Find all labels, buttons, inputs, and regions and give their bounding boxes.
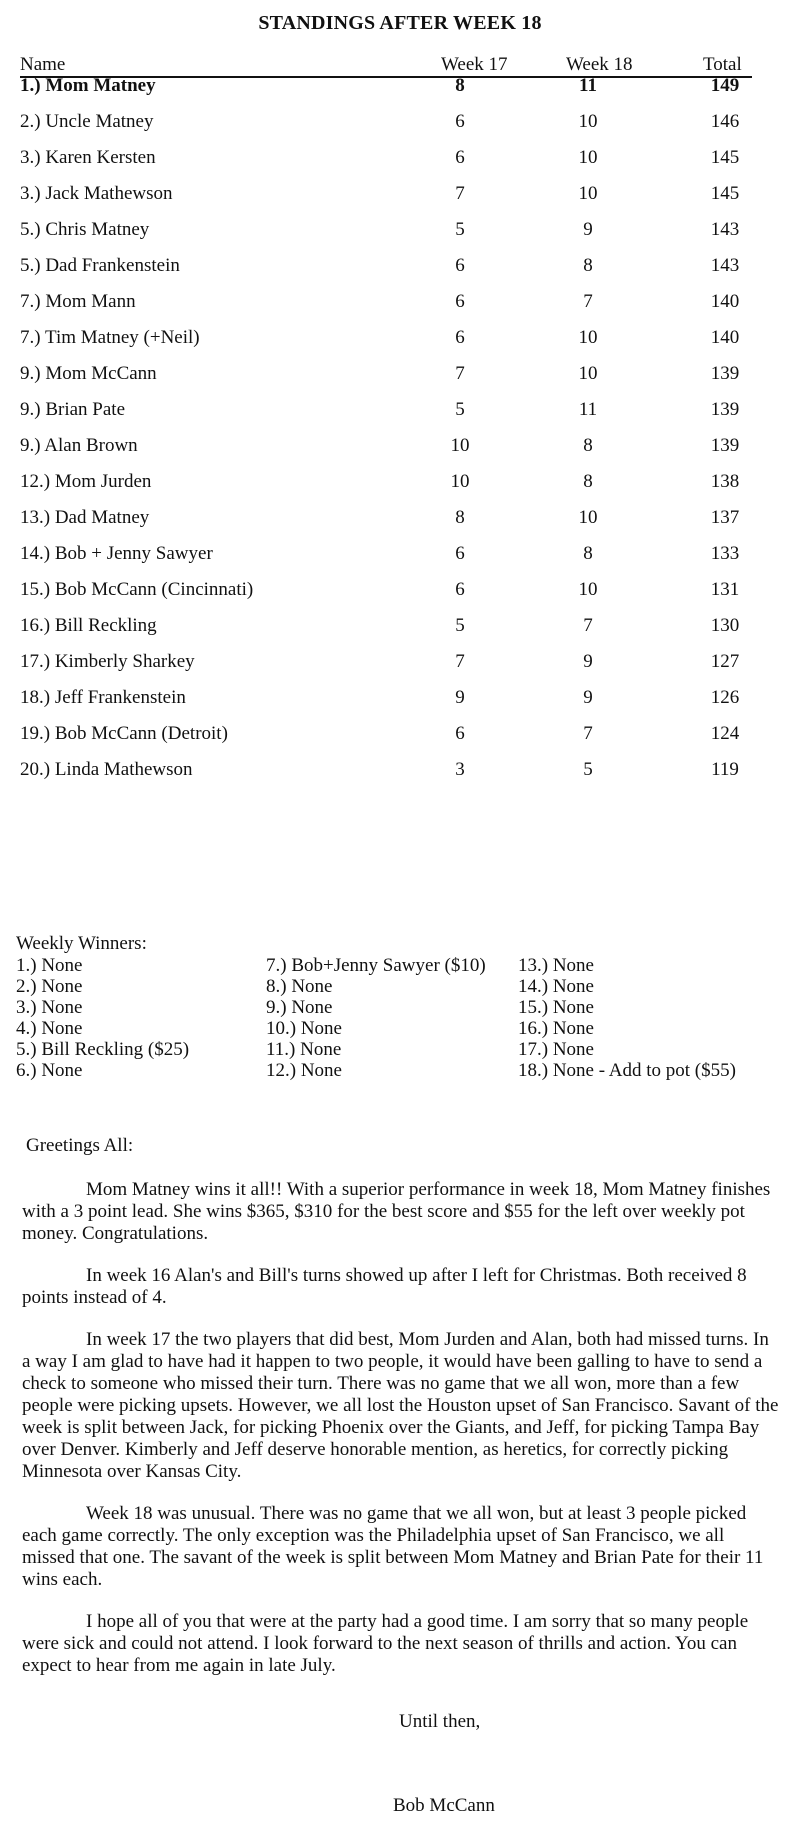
- table-row: [0, 219, 800, 249]
- standing-rank: 12.): [20, 471, 51, 492]
- standing-week17: 7: [455, 183, 465, 204]
- standing-week17: 10: [450, 471, 470, 492]
- table-row: [0, 255, 800, 285]
- standing-name: [20, 291, 136, 313]
- weekly-winner-entry: 16.) None: [518, 1018, 594, 1039]
- standing-total: 146: [710, 111, 740, 132]
- standing-player: Jack Mathewson: [45, 183, 173, 204]
- page-title: STANDINGS AFTER WEEK 18: [258, 12, 542, 34]
- standing-player: Dad Matney: [54, 507, 150, 528]
- standing-rank: 9.): [20, 363, 41, 384]
- standing-total: 126: [710, 687, 740, 708]
- weekly-winner-entry: 8.) None: [266, 976, 333, 997]
- standing-name: [20, 687, 186, 709]
- letter-signature: Bob McCann: [393, 1795, 495, 1816]
- standing-name: [20, 183, 173, 205]
- standing-name: [20, 399, 125, 421]
- standing-rank: 15.): [20, 579, 51, 600]
- standing-week18: 9: [583, 219, 593, 240]
- standing-rank: 7.): [20, 291, 41, 312]
- table-row: [0, 615, 800, 645]
- standing-week17: 7: [455, 363, 465, 384]
- letter-paragraph: Week 18 was unusual. There was no game that we all won, but at least 3 people picked each game correctly. The only exception was the Philadelphia upset of San Francisco, we all missed that one. The savant of the week is split between Mom Matney and Brian Pate for their 11 wins each.: [22, 1503, 764, 1590]
- standing-week17: 8: [455, 75, 465, 96]
- standing-rank: 19.): [20, 723, 51, 744]
- standing-player: Dad Frankenstein: [45, 255, 180, 276]
- table-row: [0, 399, 800, 429]
- standing-total: 127: [710, 651, 740, 672]
- weekly-winner-entry: 4.) None: [16, 1018, 83, 1039]
- table-row: [0, 651, 800, 681]
- weekly-winners-title: Weekly Winners:: [16, 933, 147, 954]
- standing-week17: 5: [455, 615, 465, 636]
- letter-greeting: Greetings All:: [26, 1135, 134, 1156]
- weekly-winner-entry: 7.) Bob+Jenny Sawyer ($10): [266, 955, 486, 976]
- standing-week17: 6: [455, 255, 465, 276]
- standing-rank: 20.): [20, 759, 51, 780]
- standing-name: [20, 471, 151, 493]
- table-row: [0, 363, 800, 393]
- table-row: [0, 327, 800, 357]
- standing-total: 139: [710, 363, 740, 384]
- weekly-winner-entry: 3.) None: [16, 997, 83, 1018]
- table-row: [0, 759, 800, 789]
- standing-rank: 18.): [20, 687, 51, 708]
- letter-paragraph: I hope all of you that were at the party had a good time. I am sorry that so many people were sick and could not attend. I look forward to the next season of thrills and action. You can expect to hear from me again in late July.: [22, 1611, 749, 1676]
- standing-total: 140: [710, 291, 740, 312]
- weekly-winner-entry: 10.) None: [266, 1018, 342, 1039]
- standing-rank: 17.): [20, 651, 51, 672]
- standing-week18: 8: [583, 435, 593, 456]
- table-row: [0, 723, 800, 753]
- standing-week18: 8: [583, 543, 593, 564]
- header-week18: Week 18: [566, 54, 633, 75]
- weekly-winner-entry: 6.) None: [16, 1060, 83, 1081]
- standing-total: 139: [710, 399, 740, 420]
- standing-week18: 7: [583, 723, 593, 744]
- standing-week17: 6: [455, 543, 465, 564]
- standing-week17: 6: [455, 111, 465, 132]
- standing-name: [20, 651, 195, 673]
- weekly-winner-entry: 17.) None: [518, 1039, 594, 1060]
- standing-total: 138: [710, 471, 740, 492]
- standing-player: Uncle Matney: [45, 111, 154, 132]
- standing-player: Alan Brown: [44, 435, 138, 456]
- table-row: [0, 507, 800, 537]
- standing-week17: 6: [455, 723, 465, 744]
- weekly-winner-entry: 5.) Bill Reckling ($25): [16, 1039, 190, 1060]
- standing-total: 145: [710, 183, 740, 204]
- standing-name: [20, 255, 180, 277]
- table-row: [0, 471, 800, 501]
- standing-week17: 6: [455, 147, 465, 168]
- standing-player: Mom Jurden: [54, 471, 152, 492]
- letter-paragraph: In week 16 Alan's and Bill's turns showed up after I left for Christmas. Both received 8 points instead of 4.: [22, 1265, 747, 1308]
- header-week17: Week 17: [441, 54, 508, 75]
- standing-name: [20, 75, 156, 97]
- letter-paragraph: In week 17 the two players that did best, Mom Jurden and Alan, both had missed turns. In a way I am glad to have had it happen to two people, it would have been galling to have to send a check to someone who missed their turn. There was no game that we all won, more than a few people were picking upsets. However, we all lost the Houston upset of San Francisco. Savant of the week is split between Jack, for picking Phoenix over the Giants, and Jeff, for picking Tampa Bay over Denver. Kimberly and Jeff deserve honorable mention, as heretics, for correctly picking Minnesota over Kansas City.: [22, 1329, 779, 1482]
- standing-total: 143: [710, 255, 740, 276]
- standing-total: 140: [710, 327, 740, 348]
- standing-name: [20, 147, 156, 169]
- standing-name: [20, 759, 193, 781]
- standing-name: [20, 327, 200, 349]
- standing-rank: 5.): [20, 219, 41, 240]
- standing-name: [20, 435, 138, 457]
- standing-week17: 10: [450, 435, 470, 456]
- standing-week18: 11: [579, 75, 597, 96]
- letter-closing: Until then,: [399, 1711, 481, 1732]
- standing-player: Chris Matney: [45, 219, 150, 240]
- standing-player: Mom Matney: [45, 75, 156, 96]
- table-row: [0, 75, 800, 105]
- standing-player: Karen Kersten: [45, 147, 156, 168]
- standing-rank: 13.): [20, 507, 51, 528]
- standing-name: [20, 219, 149, 241]
- weekly-winner-entry: 11.) None: [266, 1039, 342, 1060]
- table-row: [0, 147, 800, 177]
- weekly-winner-entry: 1.) None: [16, 955, 83, 976]
- standing-name: [20, 615, 157, 637]
- standing-week18: 9: [583, 651, 593, 672]
- standing-week18: 5: [583, 759, 593, 780]
- standing-rank: 1.): [20, 75, 41, 96]
- weekly-winners-column-2: [266, 955, 486, 1081]
- standing-total: 149: [710, 75, 740, 96]
- standing-week17: 5: [455, 399, 465, 420]
- weekly-winners-column-3: [518, 955, 736, 1081]
- table-row: [0, 183, 800, 213]
- standing-player: Mom Mann: [45, 291, 136, 312]
- letter-body: [22, 1135, 780, 1697]
- table-row: [0, 435, 800, 465]
- table-row: [0, 291, 800, 321]
- standing-name: [20, 363, 157, 385]
- standing-week18: 10: [578, 183, 598, 204]
- weekly-winner-entry: 14.) None: [518, 976, 594, 997]
- standing-total: 137: [710, 507, 740, 528]
- standing-total: 133: [710, 543, 740, 564]
- standing-week18: 10: [578, 147, 598, 168]
- standing-name: [20, 507, 149, 529]
- standing-week18: 7: [583, 291, 593, 312]
- table-row: [0, 111, 800, 141]
- standing-week17: 7: [455, 651, 465, 672]
- table-row: [0, 687, 800, 717]
- standing-player: Bob McCann (Detroit): [54, 723, 228, 744]
- standing-rank: 2.): [20, 111, 41, 132]
- standing-player: Jeff Frankenstein: [54, 687, 186, 708]
- standing-week18: 10: [578, 579, 598, 600]
- standing-week18: 9: [583, 687, 593, 708]
- standing-total: 139: [710, 435, 740, 456]
- standing-name: [20, 543, 213, 565]
- standing-week18: 10: [578, 327, 598, 348]
- header-total: Total: [703, 54, 742, 75]
- standing-total: 145: [710, 147, 740, 168]
- table-row: [0, 543, 800, 573]
- standing-week17: 3: [455, 759, 465, 780]
- standing-rank: 9.): [20, 399, 41, 420]
- standing-rank: 5.): [20, 255, 41, 276]
- standing-player: Linda Mathewson: [54, 759, 193, 780]
- standing-player: Mom McCann: [45, 363, 157, 384]
- standing-week18: 8: [583, 471, 593, 492]
- weekly-winner-entry: 13.) None: [518, 955, 594, 976]
- standing-week18: 10: [578, 507, 598, 528]
- weekly-winner-entry: 15.) None: [518, 997, 594, 1018]
- standing-week17: 6: [455, 291, 465, 312]
- standing-week17: 8: [455, 507, 465, 528]
- standing-week17: 5: [455, 219, 465, 240]
- standing-player: Bob McCann (Cincinnati): [54, 579, 254, 600]
- standing-name: [20, 723, 228, 745]
- weekly-winner-entry: 18.) None - Add to pot ($55): [518, 1060, 736, 1081]
- standing-total: 143: [710, 219, 740, 240]
- standing-rank: 3.): [20, 183, 41, 204]
- weekly-winner-entry: 12.) None: [266, 1060, 342, 1081]
- weekly-winner-entry: 9.) None: [266, 997, 333, 1018]
- standing-week17: 9: [455, 687, 465, 708]
- standing-total: 124: [710, 723, 740, 744]
- standing-player: Bob + Jenny Sawyer: [54, 543, 213, 564]
- letter-paragraph: Mom Matney wins it all!! With a superior performance in week 18, Mom Matney finishes with a 3 point lead. She wins $365, $310 for the best score and $55 for the left over weekly pot money. Congratulations.: [22, 1179, 771, 1244]
- standing-rank: 14.): [20, 543, 51, 564]
- standing-rank: 3.): [20, 147, 41, 168]
- standing-name: [20, 111, 153, 133]
- header-name: Name: [20, 54, 66, 75]
- standing-rank: 16.): [20, 615, 51, 636]
- standing-week18: 8: [583, 255, 593, 276]
- weekly-winners-column-1: [16, 955, 189, 1081]
- table-row: [0, 579, 800, 609]
- standing-rank: 9.): [20, 435, 41, 456]
- standing-week18: 11: [578, 399, 598, 420]
- standing-total: 131: [710, 579, 740, 600]
- standing-week18: 10: [578, 363, 598, 384]
- standing-player: Bill Reckling: [54, 615, 157, 636]
- standing-rank: 7.): [20, 327, 41, 348]
- weekly-winner-entry: 2.) None: [16, 976, 83, 997]
- standing-week18: 10: [578, 111, 598, 132]
- standing-total: 119: [711, 759, 739, 780]
- standing-week17: 6: [455, 579, 465, 600]
- standing-total: 130: [710, 615, 740, 636]
- standing-player: Kimberly Sharkey: [54, 651, 195, 672]
- standing-player: Tim Matney (+Neil): [45, 327, 200, 348]
- standing-week18: 7: [583, 615, 593, 636]
- standing-player: Brian Pate: [45, 399, 126, 420]
- standing-week17: 6: [455, 327, 465, 348]
- standing-name: [20, 579, 253, 601]
